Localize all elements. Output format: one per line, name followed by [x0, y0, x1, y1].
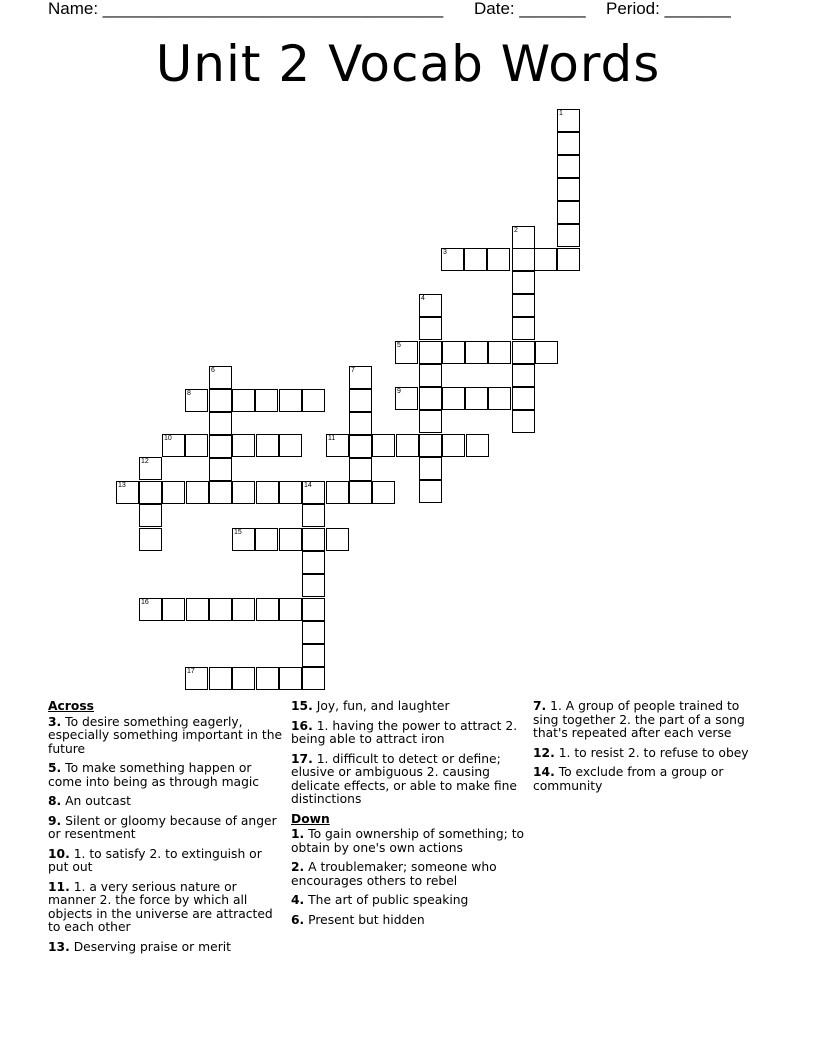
across-clue-list-continued [291, 700, 526, 807]
crossword-cell[interactable] [232, 598, 255, 621]
clue-item [533, 766, 768, 793]
clue-number: 9 [397, 388, 401, 395]
clue-item [291, 894, 526, 908]
across-heading: Across [48, 699, 94, 713]
clue-item [48, 848, 283, 875]
crossword-cell[interactable] [488, 341, 511, 364]
crossword-cell[interactable] [512, 317, 535, 340]
crossword-cell[interactable] [256, 434, 279, 457]
crossword-cell[interactable] [209, 389, 232, 412]
crossword-cell[interactable] [557, 224, 580, 247]
clue-item-number: 4. [291, 893, 305, 907]
down-heading: Down [291, 811, 330, 826]
crossword-cell[interactable] [487, 248, 510, 271]
crossword-cell[interactable] [419, 364, 442, 387]
crossword-cell[interactable] [396, 434, 419, 457]
clue-number: 6 [211, 367, 215, 374]
clue-item [291, 861, 526, 888]
clue-item-number: 3. [48, 714, 62, 729]
clue-item-text: Present but hidden [304, 912, 425, 927]
crossword-cell[interactable] [419, 387, 442, 410]
crossword-cell[interactable] [534, 248, 557, 271]
crossword-cell[interactable] [419, 410, 442, 433]
crossword-cell[interactable] [557, 155, 580, 178]
clue-item-number: 14. [533, 765, 555, 779]
clue-number: 13 [118, 482, 126, 489]
clue-item [533, 700, 768, 741]
crossword-cell[interactable] [535, 341, 558, 364]
across-clue-list [48, 716, 283, 955]
crossword-cell[interactable] [302, 644, 325, 667]
crossword-cell[interactable] [512, 248, 535, 271]
crossword-cell-7[interactable] [349, 366, 372, 389]
clue-item [48, 762, 283, 789]
crossword-cell-1[interactable] [557, 109, 580, 132]
clue-item-text: 1. having the power to attract 2. being able to attract iron [291, 718, 518, 746]
crossword-cell[interactable] [279, 389, 302, 412]
clue-item [533, 747, 768, 761]
crossword-cell[interactable] [139, 528, 162, 551]
crossword-cell-13[interactable] [116, 481, 139, 504]
clue-number: 2 [514, 227, 518, 234]
clue-item-text: Silent or gloomy because of anger or resentment [48, 813, 277, 841]
crossword-cell[interactable] [209, 458, 232, 481]
crossword-cell[interactable] [326, 528, 349, 551]
clue-item-number: 16. [291, 718, 313, 733]
crossword-cell[interactable] [279, 434, 302, 457]
clue-number: 7 [351, 367, 355, 374]
clue-item-number: 8. [48, 794, 62, 808]
crossword-cell[interactable] [372, 481, 395, 504]
crossword-cell[interactable] [255, 528, 278, 551]
clue-item-text: A troublemaker; someone who encourages others to rebel [291, 860, 497, 888]
clue-item-text: 1. to resist 2. to refuse to obey [554, 745, 749, 760]
crossword-cell[interactable] [349, 458, 372, 481]
crossword-cell[interactable] [466, 434, 489, 457]
clue-item [291, 720, 526, 747]
clue-item [291, 828, 526, 855]
crossword-cell-17[interactable] [185, 667, 208, 690]
crossword-cell[interactable] [557, 248, 580, 271]
clue-number: 4 [421, 295, 425, 302]
clue-number: 1 [559, 110, 563, 117]
clue-item [291, 914, 526, 928]
crossword-cell[interactable] [279, 481, 302, 504]
crossword-cell[interactable] [139, 504, 162, 527]
clue-number: 8 [187, 390, 191, 397]
clues-column-3 [533, 700, 768, 799]
crossword-cell-3[interactable] [441, 248, 464, 271]
clue-item-number: 17. [291, 751, 313, 766]
crossword-cell[interactable] [209, 667, 232, 690]
crossword-cell[interactable] [512, 410, 535, 433]
crossword-cell[interactable] [302, 389, 325, 412]
clue-item-text: Joy, fun, and laughter [312, 699, 450, 713]
clue-item-text: An outcast [61, 794, 131, 808]
crossword-cell[interactable] [279, 598, 302, 621]
crossword-cell[interactable] [465, 341, 488, 364]
clue-item-number: 10. [48, 846, 70, 861]
crossword-cell[interactable] [232, 389, 255, 412]
crossword-cell[interactable] [209, 598, 232, 621]
name-field: Name: ____________________________________ [48, 0, 444, 18]
crossword-cell-8[interactable] [185, 389, 208, 412]
crossword-cell-12[interactable] [139, 457, 162, 480]
crossword-cell[interactable] [279, 528, 302, 551]
clue-item-text: 1. a very serious nature or manner 2. the force by which all objects in the universe are attracted to each other [48, 879, 273, 934]
clue-item-number: 11. [48, 879, 70, 894]
clue-item-text: To gain ownership of something; to obtain by one's own actions [291, 827, 525, 855]
down-clue-list [291, 828, 526, 927]
crossword-cell[interactable] [302, 551, 325, 574]
crossword-cell[interactable] [512, 387, 535, 410]
clue-item-number: 7. [533, 699, 547, 713]
crossword-cell-6[interactable] [209, 366, 232, 389]
crossword-cell-4[interactable] [419, 294, 442, 317]
crossword-cell[interactable] [232, 481, 255, 504]
crossword-cell-11[interactable] [326, 434, 349, 457]
clue-item-number: 12. [533, 745, 555, 760]
crossword-cell[interactable] [162, 481, 185, 504]
clue-item-text: To desire something eagerly, especially something important in the future [48, 714, 283, 756]
crossword-cell[interactable] [209, 481, 232, 504]
crossword-cell[interactable] [419, 457, 442, 480]
crossword-cell[interactable] [488, 387, 511, 410]
crossword-cell[interactable] [302, 598, 325, 621]
crossword-cell-5[interactable] [395, 341, 418, 364]
crossword-cell[interactable] [349, 435, 372, 458]
crossword-cell[interactable] [419, 434, 442, 457]
clue-number: 15 [234, 529, 242, 536]
clue-item-text: 1. difficult to detect or define; elusive or ambiguous 2. causing delicate effects, or able to make fine distinctions [291, 751, 517, 806]
crossword-cell[interactable] [512, 341, 535, 364]
crossword-cell[interactable] [256, 481, 279, 504]
clue-item-number: 6. [291, 912, 305, 927]
crossword-cell[interactable] [256, 598, 279, 621]
clue-item-text: To make something happen or come into being as through magic [48, 761, 260, 789]
crossword-cell[interactable] [209, 412, 232, 435]
crossword-cell[interactable] [419, 480, 442, 503]
crossword-cell[interactable] [186, 481, 209, 504]
crossword-cell-2[interactable] [512, 226, 535, 249]
crossword-cell[interactable] [302, 504, 325, 527]
clue-number: 3 [443, 249, 447, 256]
crossword-cell[interactable] [302, 574, 325, 597]
crossword-cell-9[interactable] [395, 387, 418, 410]
clue-item-number: 1. [291, 827, 305, 841]
clue-item-text: 1. A group of people trained to sing together 2. the part of a song that's repeated after each verse [533, 699, 745, 740]
clue-item-text: 1. to satisfy 2. to extinguish or put out [48, 846, 262, 874]
crossword-cell[interactable] [302, 528, 325, 551]
clue-item-text: To exclude from a group or community [533, 765, 724, 793]
crossword-cell[interactable] [162, 598, 185, 621]
crossword-cell[interactable] [279, 667, 302, 690]
crossword-cell[interactable] [349, 412, 372, 435]
clue-item-text: The art of public speaking [304, 893, 469, 907]
crossword-cell[interactable] [512, 271, 535, 294]
clue-item [48, 881, 283, 935]
date-field: Date: _______ [474, 0, 586, 18]
clue-item-number: 9. [48, 813, 62, 828]
crossword-cell[interactable] [349, 389, 372, 412]
clue-item [48, 815, 283, 842]
crossword-cell[interactable] [557, 178, 580, 201]
down-clue-list-continued [533, 700, 768, 793]
clue-item [291, 753, 526, 807]
crossword-cell[interactable] [419, 317, 442, 340]
crossword-cell[interactable] [232, 434, 255, 457]
clue-number: 17 [187, 668, 195, 675]
crossword-cell-10[interactable] [162, 434, 185, 457]
crossword-cell-16[interactable] [139, 598, 162, 621]
clue-item [48, 716, 283, 757]
crossword-cell-14[interactable] [302, 481, 325, 504]
crossword-cell-15[interactable] [232, 528, 255, 551]
crossword-cell[interactable] [302, 667, 325, 690]
crossword-cell[interactable] [185, 434, 208, 457]
period-field: Period: _______ [606, 0, 731, 18]
crossword-cell[interactable] [256, 667, 279, 690]
crossword-cell[interactable] [232, 667, 255, 690]
crossword-cell[interactable] [442, 434, 465, 457]
crossword-cell[interactable] [419, 341, 442, 364]
clues-column-2 [291, 700, 526, 933]
clue-number: 5 [397, 342, 401, 349]
crossword-cell[interactable] [302, 621, 325, 644]
crossword-cell[interactable] [557, 201, 580, 224]
clue-item [48, 941, 283, 955]
crossword-cell[interactable] [465, 387, 488, 410]
crossword-cell[interactable] [464, 248, 487, 271]
crossword-cell[interactable] [512, 294, 535, 317]
page-title: Unit 2 Vocab Words [155, 35, 661, 93]
clue-item-number: 2. [291, 860, 305, 874]
clue-item-text: Deserving praise or merit [69, 939, 231, 954]
crossword-cell[interactable] [209, 435, 232, 458]
crossword-cell[interactable] [557, 132, 580, 155]
crossword-cell[interactable] [255, 389, 278, 412]
clue-number: 16 [141, 599, 149, 606]
clue-item-number: 15. [291, 699, 313, 713]
clue-number: 10 [164, 435, 172, 442]
crossword-cell[interactable] [372, 434, 395, 457]
clue-number: 11 [328, 435, 336, 442]
crossword-cell[interactable] [186, 598, 209, 621]
crossword-cell[interactable] [326, 481, 349, 504]
clues-column-1 [48, 700, 283, 960]
clue-item-number: 13. [48, 939, 70, 954]
clue-item-number: 5. [48, 761, 62, 775]
clue-number: 14 [304, 482, 312, 489]
clue-item [291, 700, 526, 714]
clue-number: 12 [141, 458, 149, 465]
crossword-cell[interactable] [512, 364, 535, 387]
crossword-cell[interactable] [442, 387, 465, 410]
crossword-cell[interactable] [442, 341, 465, 364]
crossword-cell[interactable] [349, 481, 372, 504]
clue-item [48, 795, 283, 809]
crossword-cell[interactable] [139, 481, 162, 504]
